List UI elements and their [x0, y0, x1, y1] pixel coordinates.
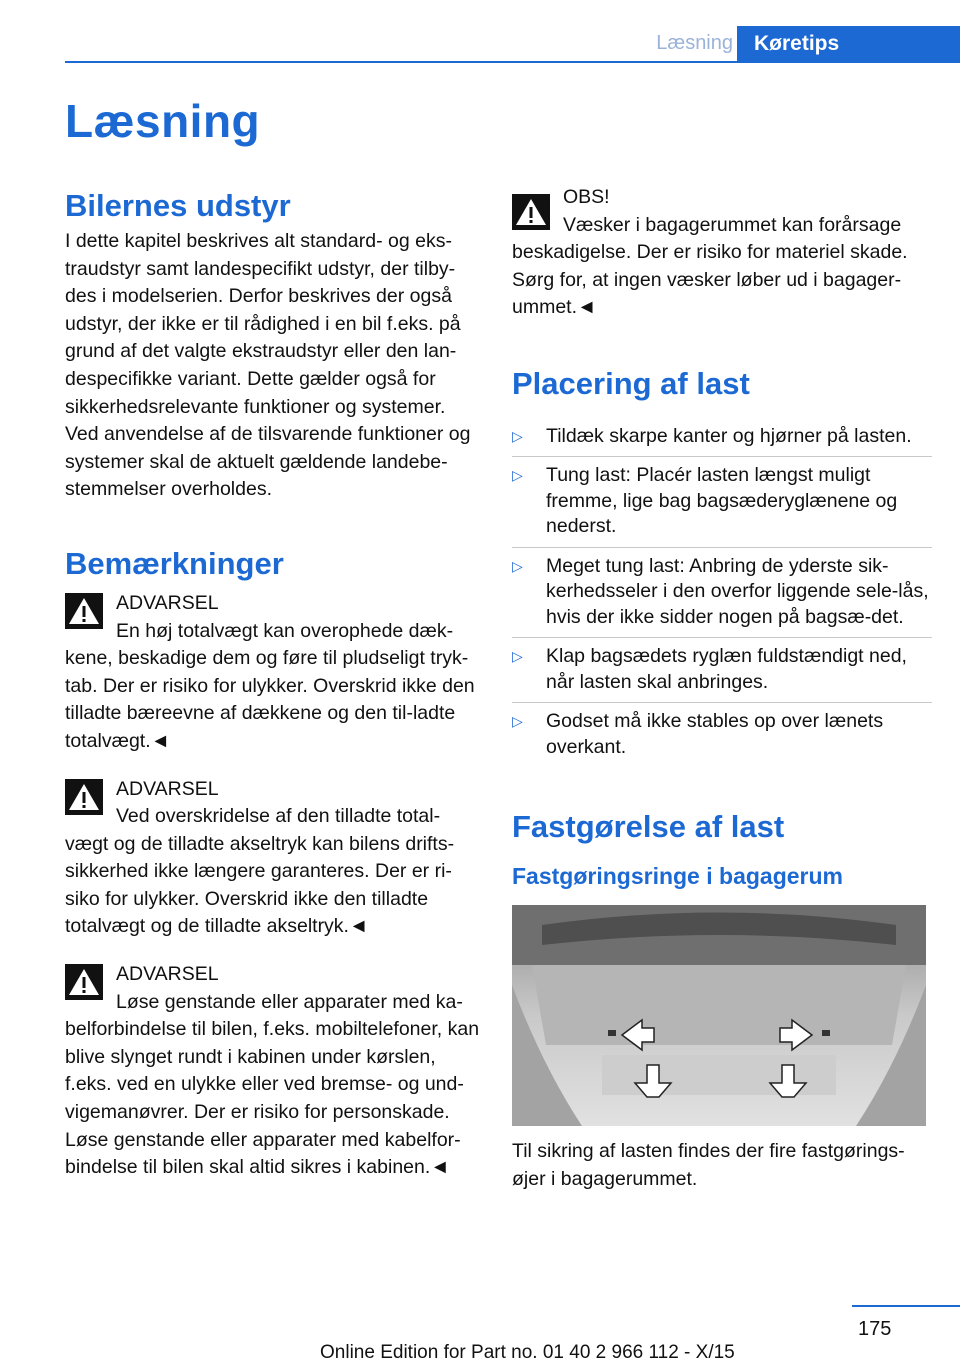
list-item: ▷ Tung last: Placér lasten længst muligt fremme, lige bag bagsæderyglænene og nederst.: [512, 456, 932, 547]
warning-text-first: Ved overskridelse af den tilladte total-: [116, 805, 441, 828]
header-section-tab[interactable]: Læsning: [656, 32, 733, 54]
placing-load-list: [512, 418, 932, 768]
page-title: Læsning: [65, 95, 261, 147]
warning-text: kene, beskadige dem og føre til pludseligt tryk-tab. Der er risiko for ulykker. Overskrid ikke den tilladte bæreevne af dækkene og den til-ladte totalvægt.◄: [65, 647, 475, 752]
warning-block-2: [65, 776, 481, 942]
warning-triangle-icon: [65, 779, 103, 815]
warning-text-first: En høj totalvægt kan overophede dæk-: [116, 619, 454, 642]
edition-text: Online Edition for Part no. 01 40 2 966 112 - X/15: [320, 1342, 735, 1363]
triangle-bullet-icon: ▷: [512, 713, 523, 730]
list-item: ▷ Klap bagsædets ryglæn fuldstændigt ned, når lasten skal anbringes.: [512, 637, 932, 702]
footer-divider: [852, 1305, 960, 1307]
left-column: [65, 182, 481, 1182]
warning-triangle-icon: [65, 964, 103, 1000]
trunk-illustration: [512, 905, 926, 1126]
warning-block-3: [65, 961, 481, 1182]
header-chapter-tab[interactable]: Køretips: [737, 26, 960, 62]
warning-text-first: Løse genstande eller apparater med ka-: [116, 990, 463, 1013]
notice-text-first: Væsker i bagagerummet kan forårsage: [563, 213, 902, 236]
notice-triangle-icon: [512, 194, 550, 230]
triangle-bullet-icon: ▷: [512, 557, 523, 574]
triangle-bullet-icon: ▷: [512, 427, 523, 444]
warning-block-1: [65, 590, 481, 756]
notice-label: OBS!: [563, 186, 610, 208]
header-divider: [65, 61, 960, 63]
warning-text: belforbindelse til bilen, f.eks. mobiltelefoner, kan blive slynget rundt i kabinen under kørslen, f.eks. ved en ulykke eller ved bremse- og und-vigemanøvrer. Der er risiko for personskade. Løse genstande eller apparater med kabelfor-bindelse til bilen skal altid sikres i kabinen.◄: [65, 1018, 480, 1179]
right-column: [512, 184, 932, 1194]
warning-triangle-icon: [65, 593, 103, 629]
warning-label: ADVARSEL: [116, 591, 219, 614]
heading-equipment: Bilernes udstyr: [65, 188, 291, 223]
triangle-bullet-icon: ▷: [512, 467, 523, 484]
intro-paragraph: I dette kapitel beskrives alt standard- og eks-traudstyr samt landespecifikt udstyr, der tilby-des i modelserien. Derfor beskrives der også udstyr, der ikke er til rådighed i en bil f.eks. på grund af det valgte ekstraudstyr eller den lan-despecifikke variant. Dette gælder også for sikkerhedsrelevante funktioner og systemer. Ved anvendelse af de tilsvarende funktioner og systemer skal de aktuelt gældende landebe-stemmelser overholdes.: [65, 230, 471, 501]
heading-placing-load: Placering af last: [512, 365, 750, 401]
heading-notes: Bemærkninger: [65, 545, 284, 581]
heading-securing-load: Fastgørelse af last: [512, 809, 785, 845]
photo-caption: Til sikring af lasten findes der fire fastgørings-øjer i bagagerummet.: [512, 1140, 905, 1191]
luggage-compartment-photo: [512, 905, 926, 1126]
list-item: ▷ Meget tung last: Anbring de yderste sik-kerhedsseler i den overfor liggende sele-lås, hvis der ikke sidder nogen på bagsæ-det.: [512, 547, 932, 638]
warning-label: ADVARSEL: [116, 777, 219, 800]
warning-label: ADVARSEL: [116, 963, 219, 986]
list-item: ▷ Godset må ikke stables op over lænets overkant.: [512, 702, 932, 767]
notice-block: [512, 184, 932, 322]
page-number: 175: [858, 1318, 892, 1340]
list-item: ▷ Tildæk skarpe kanter og hjørner på lasten.: [512, 418, 932, 457]
warning-text: vægt og de tilladte akseltryk kan bilens drifts-sikkerhed ikke længere garanteres. Der er ri-siko for ulykker. Overskrid ikke den tilladte totalvægt og de tilladte akseltryk.◄: [65, 832, 455, 938]
triangle-bullet-icon: ▷: [512, 648, 523, 665]
subheading-lashing-eyes: Fastgøringsringe i bagagerum: [512, 863, 843, 890]
notice-text: beskadigelse. Der er risiko for materiel skade. Sørg for, at ingen væsker løber ud i bagager-ummet.◄: [512, 241, 908, 319]
